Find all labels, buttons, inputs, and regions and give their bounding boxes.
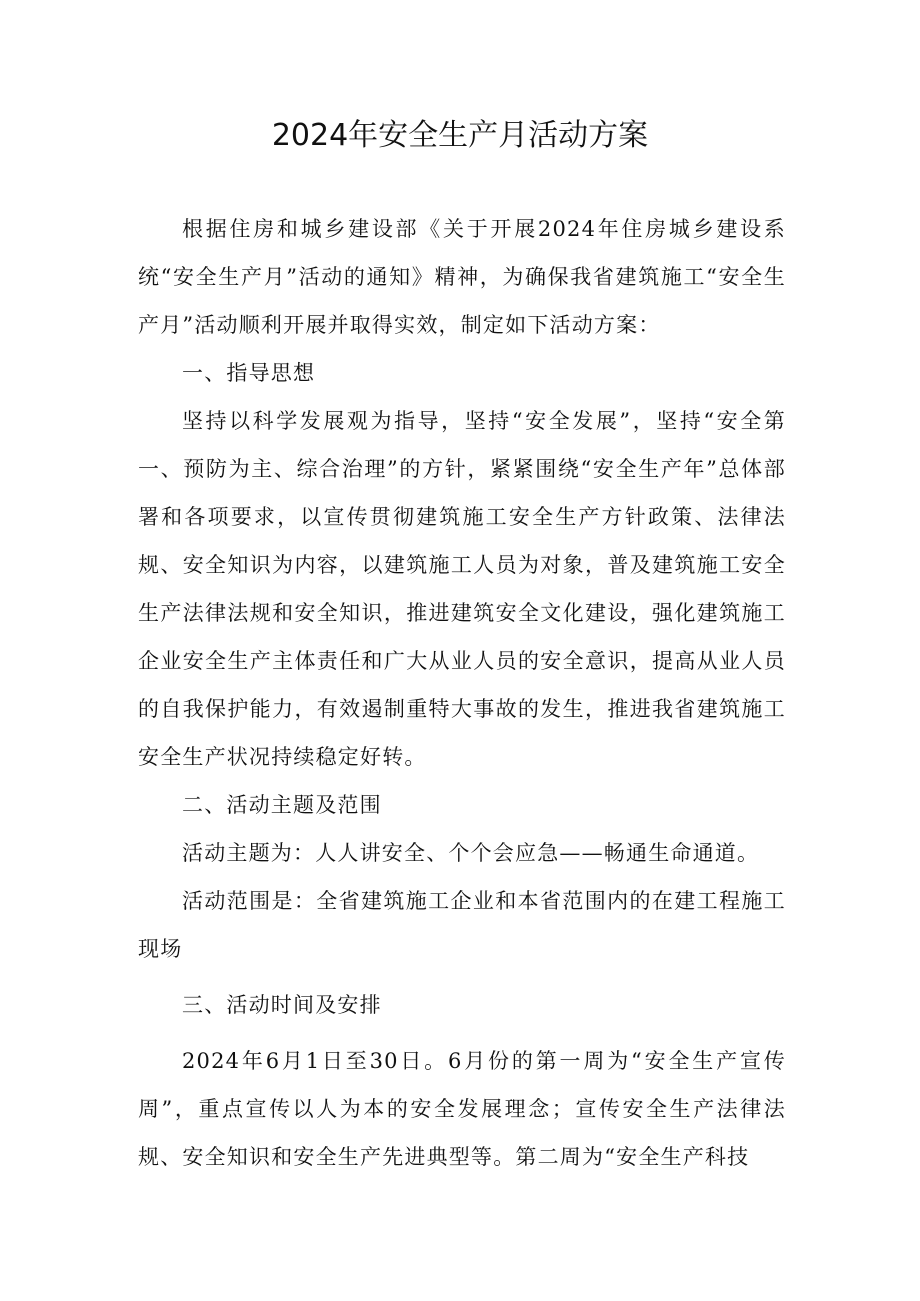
guiding-ideology-paragraph: 坚持以科学发展观为指导，坚持“安全发展”，坚持“安全第一、预防为主、综合治理”的方针，紧紧围绕“安全生产年”总体部署和各项要求，以宣传贯彻建筑施工安全生产方针政策、法律法规、安全知识为内容，以建筑施工人员为对象，普及建筑施工安全生产法律法规和安全知识，推进建筑安全文化建设，强化建筑施工企业安全生产主体责任和广大从业人员的安全意识，提高从业人员的自我保护能力，有效遏制重特大事故的发生，推进我省建筑施工安全生产状况持续稳定好转。 xyxy=(138,409,786,769)
section-heading-time-arrangement: 三、活动时间及安排 xyxy=(182,993,382,1017)
document-body xyxy=(138,205,786,1181)
section-heading-theme-scope: 二、活动主题及范围 xyxy=(182,793,382,817)
document-title: 2024年安全生产月活动方案 xyxy=(271,118,649,153)
section-heading-guiding-ideology: 一、指导思想 xyxy=(182,361,316,385)
activity-scope-paragraph: 活动范围是：全省建筑施工企业和本省范围内的在建工程施工现场 xyxy=(138,889,786,961)
activity-theme-paragraph: 活动主题为：人人讲安全、个个会应急——畅通生命通道。 xyxy=(182,841,760,865)
time-arrangement-paragraph: 2024年6月1日至30日。6月份的第一周为“安全生产宣传周”，重点宣传以人为本的安全发展理念；宣传安全生产法律法规、安全知识和安全生产先进典型等。第二周为“安全生产科技 xyxy=(138,1049,786,1169)
intro-paragraph: 根据住房和城乡建设部《关于开展2024年住房城乡建设系统“安全生产月”活动的通知》精神，为确保我省建筑施工“安全生产月”活动顺利开展并取得实效，制定如下活动方案： xyxy=(138,217,786,337)
